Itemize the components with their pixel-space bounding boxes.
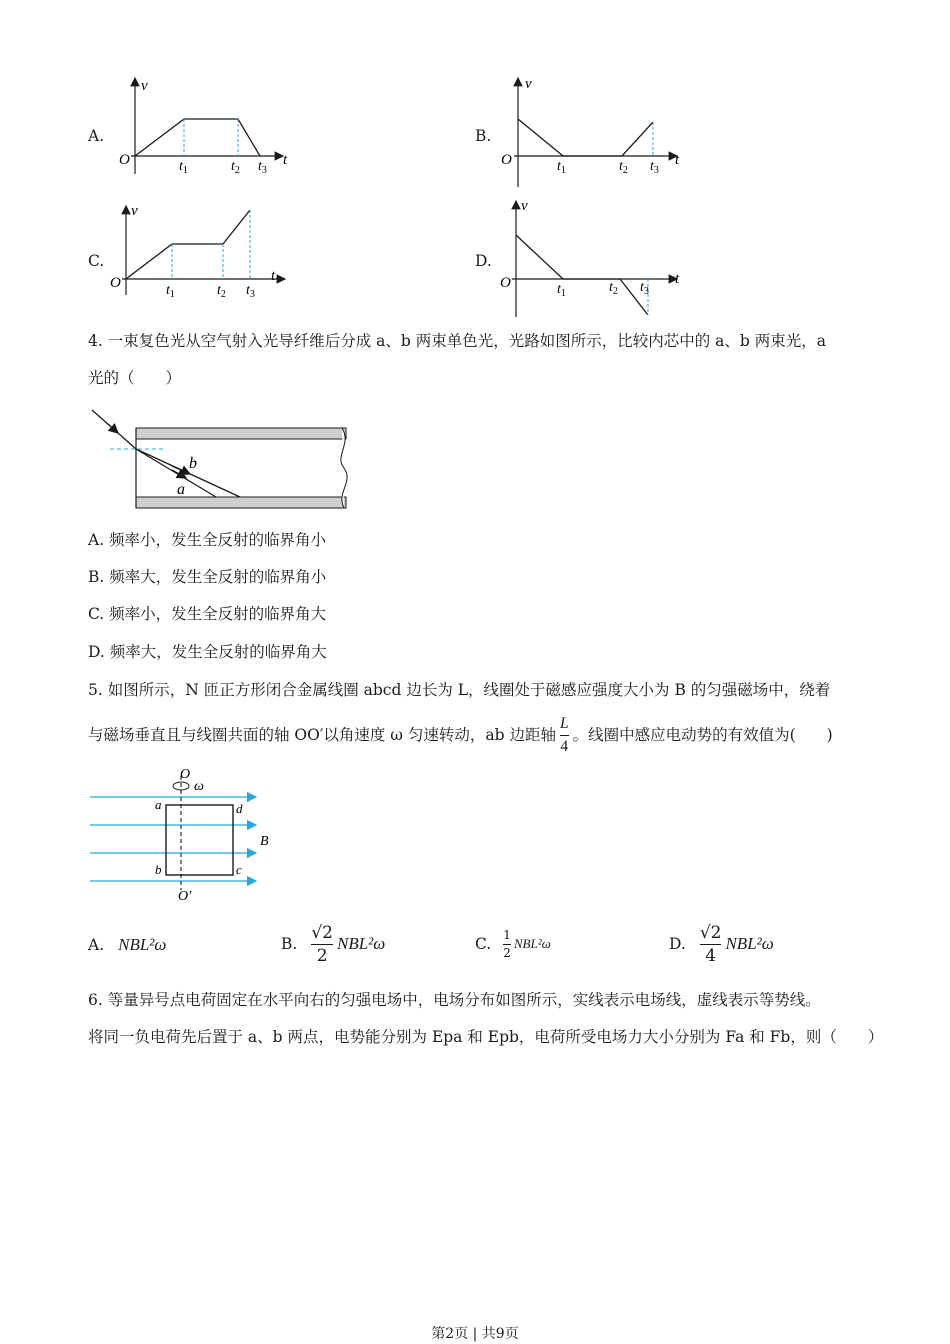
fraction-denominator: 4: [560, 737, 569, 755]
q5-stem-line1: 5. 如图所示，N 匝正方形闭合金属线圈 abcd 边长为 L，线圈处于磁感应强度大小为 B 的匀强磁场中，绕着: [88, 681, 831, 699]
option-label: A.: [88, 936, 105, 954]
q3-graph-d: [495, 195, 695, 320]
q4-fiber-figure: [88, 404, 358, 514]
q3-option-c-label: C.: [88, 252, 105, 270]
q5-stem-line2: [88, 710, 833, 760]
q6-stem-line2: 将同一负电荷先后置于 a、b 两点，电势能分别为 Epa 和 Epb，电荷所受电场力大小分别为 Fa 和 Fb，则（ ）: [88, 1028, 884, 1046]
fraction-numerator: 1: [503, 927, 511, 942]
fiber-break-line: [341, 428, 347, 508]
origin-label: O: [119, 152, 130, 168]
label-b: b: [189, 455, 197, 472]
q5-fraction-l-over-4: [560, 714, 569, 757]
t3-label: $t_3$: [650, 159, 659, 176]
option-label: B.: [281, 935, 298, 953]
t1-label: $t_1$: [166, 283, 175, 300]
q5-coil-figure: [88, 762, 288, 904]
label-b: b: [155, 862, 162, 877]
q3-option-d-label: D.: [475, 252, 492, 270]
fraction-numerator: √2: [699, 922, 722, 943]
v-label: v: [141, 78, 148, 94]
t1-label: $t_1$: [557, 282, 566, 299]
option-fraction: [700, 923, 722, 966]
q5-stem-line2-after: 。线圈中感应电动势的有效值为( ): [572, 726, 833, 744]
label-a: a: [177, 481, 185, 498]
incident-arrow: [108, 424, 118, 433]
q5-option-d: [669, 917, 774, 971]
fraction-denominator: 2: [503, 945, 511, 960]
option-expr: NBL²ω: [513, 936, 551, 951]
vt-curve: [126, 210, 250, 279]
q4-option-b: B. 频率大，发生全反射的临界角小: [88, 568, 327, 586]
t-label: t: [271, 268, 276, 284]
q4-stem-line1: 4. 一束复色光从空气射入光导纤维后分成 a、b 两束单色光，光路如图所示，比较内芯中的 a、b 两束光，a: [88, 332, 826, 350]
q4-option-c: C. 频率小，发生全反射的临界角大: [88, 605, 327, 623]
label-o-prime: O′: [178, 889, 192, 904]
t-label: t: [675, 271, 680, 287]
origin-label: O: [501, 152, 512, 168]
page-footer: 第2页 | 共9页: [431, 1326, 519, 1342]
q3-graph-c: [105, 200, 305, 300]
t2-label: $t_2$: [231, 159, 240, 176]
option-fraction: [503, 928, 511, 961]
v-label: v: [521, 198, 528, 214]
q3-graph-a: [105, 72, 305, 187]
vt-curve: [518, 119, 653, 156]
label-a: a: [155, 797, 162, 812]
t2-label: $t_2$: [609, 280, 618, 297]
t1-label: $t_1$: [557, 159, 566, 176]
q5-option-a: [88, 925, 166, 965]
q3-option-b-label: B.: [475, 127, 492, 145]
t2-label: $t_2$: [619, 159, 628, 176]
t3-label: $t_3$: [258, 159, 267, 176]
q5-option-b: [281, 917, 385, 971]
q4-option-d: D. 频率大，发生全反射的临界角大: [88, 643, 327, 661]
vt-curve: [135, 119, 260, 156]
q3-option-a-label: A.: [88, 127, 105, 145]
label-omega: ω: [194, 779, 204, 794]
fraction-denominator: 4: [705, 945, 717, 966]
t3-label: $t_3$: [640, 280, 649, 297]
fraction-numerator: L: [559, 714, 569, 732]
label-field-b: B: [260, 834, 269, 849]
q4-option-a: A. 频率小，发生全反射的临界角小: [88, 531, 327, 549]
vt-curve: [516, 235, 648, 315]
q5-stem-line2-before: 与磁场垂直且与线圈共面的轴 OO′以角速度 ω 匀速转动，ab 边距轴: [88, 726, 556, 744]
option-expr: NBL²ω: [725, 934, 774, 953]
label-d: d: [236, 801, 243, 816]
t-label: t: [675, 152, 680, 168]
q6-stem-line1: 6. 等量异号点电荷固定在水平向右的匀强电场中，电场分布如图所示，实线表示电场线，虚线表示等势线。: [88, 991, 821, 1009]
q4-stem-line2: 光的（ ）: [88, 369, 182, 387]
option-label: D.: [669, 935, 686, 953]
option-expr: NBL²ω: [336, 934, 386, 953]
t3-label: $t_3$: [246, 283, 255, 300]
option-label: C.: [475, 935, 492, 953]
q5-option-c: [475, 921, 551, 967]
fiber-top-cladding: [136, 428, 346, 439]
option-fraction: [311, 923, 333, 966]
t-label: t: [283, 152, 288, 168]
t1-label: $t_1$: [179, 159, 188, 176]
coil-abcd: [166, 805, 233, 875]
v-label: v: [525, 76, 532, 92]
origin-label: O: [110, 275, 121, 291]
label-o: O: [180, 767, 191, 782]
option-expr: NBL²ω: [118, 935, 167, 954]
origin-label: O: [500, 275, 511, 291]
q3-graph-b: [495, 72, 695, 187]
fraction-denominator: 2: [316, 945, 328, 966]
v-label: v: [131, 203, 138, 219]
fraction-numerator: √2: [311, 922, 333, 943]
fiber-bottom-cladding: [136, 497, 346, 508]
t2-label: $t_2$: [217, 283, 226, 300]
label-c: c: [236, 862, 242, 877]
